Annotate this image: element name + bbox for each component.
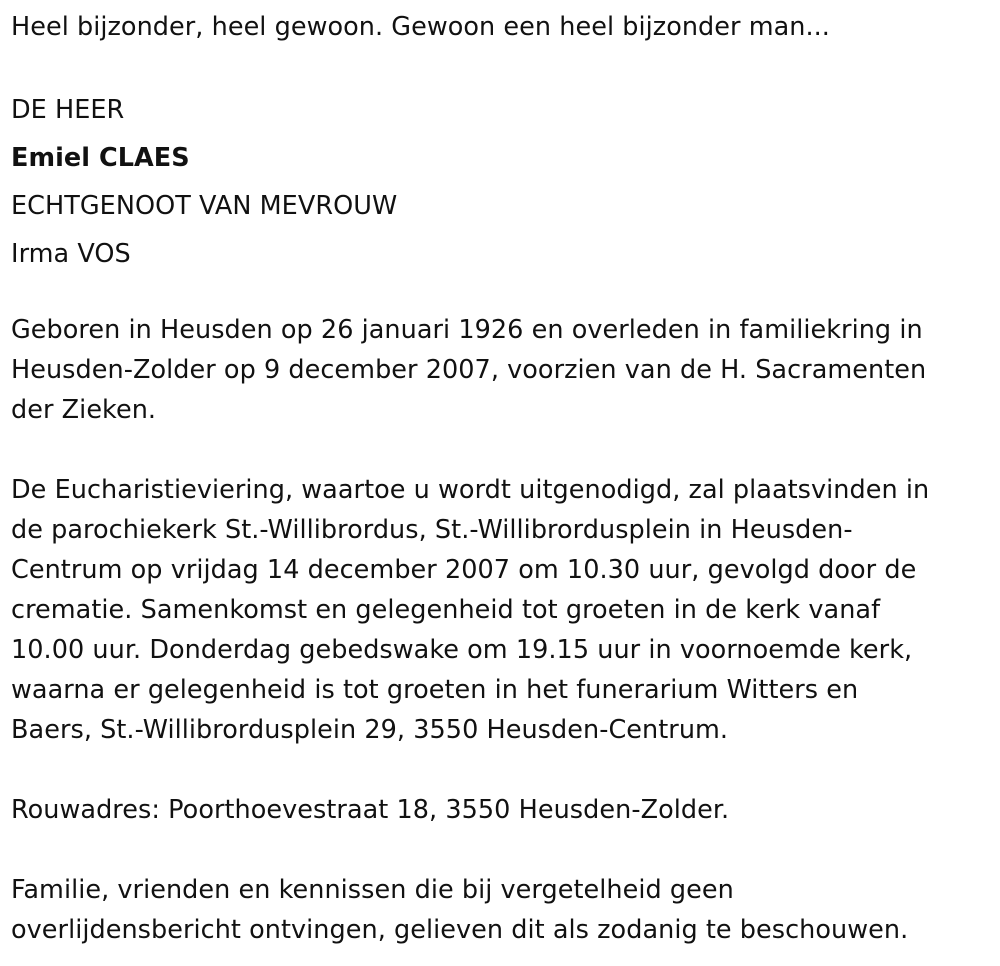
spacer [11,750,1000,790]
name-block [11,86,1000,278]
paragraph-line: de parochiekerk St.-Willibrordus, St.-Willibrordusplein in Heusden- [11,515,853,545]
paragraph-line: overlijdensbericht ontvingen, gelieven dit als zodanig te beschouwen. [11,915,909,945]
paragraph-line: Heusden-Zolder op 9 december 2007, voorzien van de H. Sacramenten [11,355,927,385]
paragraph-line: Centrum op vrijdag 14 december 2007 om 10.30 uur, gevolgd door de [11,555,917,585]
ceremony-paragraph [11,470,1000,750]
paragraph-line: crematie. Samenkomst en gelegenheid tot groeten in de kerk vanaf [11,595,881,625]
title-prefix: DE HEER [11,95,125,125]
spouse-label: ECHTGENOOT VAN MEVROUW [11,191,398,221]
paragraph-line: De Eucharistieviering, waartoe u wordt uitgenodigd, zal plaatsvinden in [11,475,930,505]
spacer [11,278,1000,310]
spacer [11,430,1000,470]
spouse-name: Irma VOS [11,239,131,269]
intro-line: Heel bijzonder, heel gewoon. Gewoon een heel bijzonder man... [11,12,830,42]
birth-death-paragraph [11,310,1000,430]
paragraph-line: 10.00 uur. Donderdag gebedswake om 19.15 uur in voornoemde kerk, [11,635,913,665]
spacer [11,830,1000,870]
paragraph-line: Geboren in Heusden op 26 januari 1926 en overleden in familiekring in [11,315,923,345]
mourning-address: Rouwadres: Poorthoevestraat 18, 3550 Heusden-Zolder. [11,795,730,825]
paragraph-line: Baers, St.-Willibrordusplein 29, 3550 Heusden-Centrum. [11,715,729,745]
closing-paragraph [11,870,1000,950]
paragraph-line: der Zieken. [11,395,157,425]
paragraph-line: waarna er gelegenheid is tot groeten in het funerarium Witters en [11,675,859,705]
paragraph-line: Familie, vrienden en kennissen die bij vergetelheid geen [11,875,734,905]
deceased-name: Emiel CLAES [11,143,190,173]
